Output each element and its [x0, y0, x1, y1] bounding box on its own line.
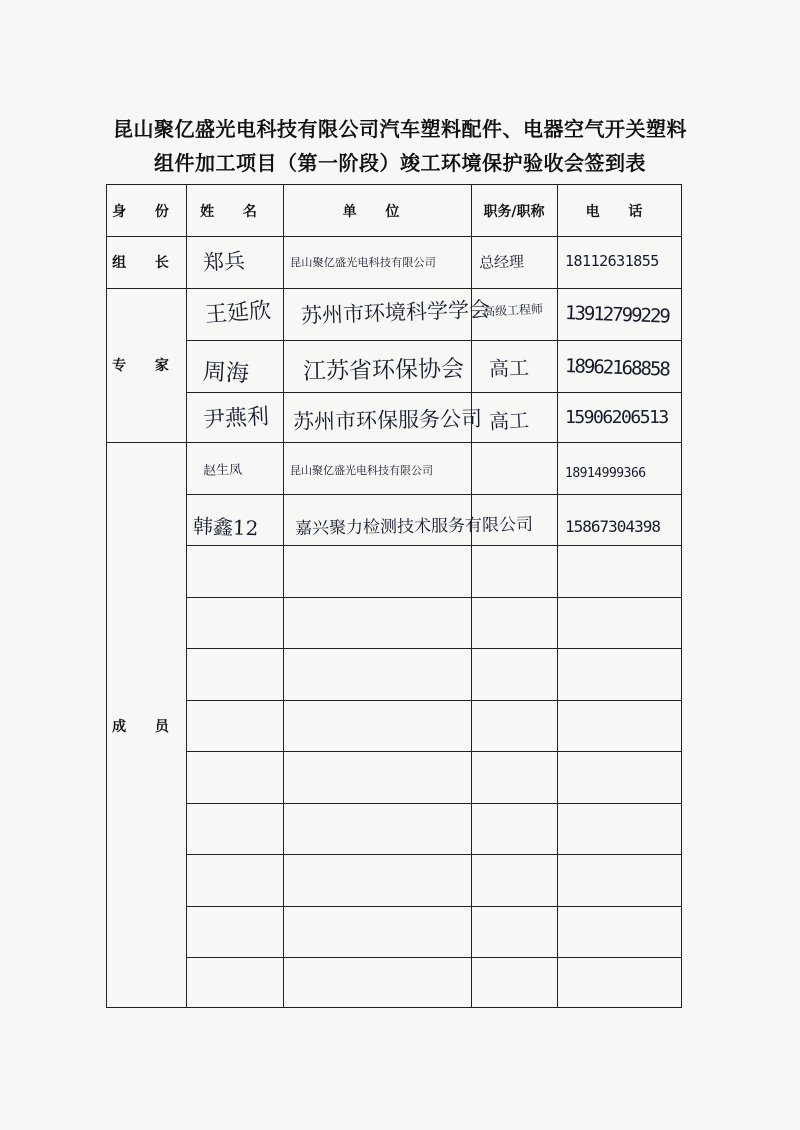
- signature-name: 王延欣: [204, 298, 272, 328]
- signature-unit: 嘉兴聚力检测技术服务有限公司: [294, 514, 534, 539]
- signature-unit: 苏州市环境科学学会: [300, 297, 491, 328]
- title-line-2: 组件加工项目（第一阶段）竣工环境保护验收会签到表: [154, 151, 646, 175]
- table-row-divider: [186, 803, 681, 804]
- table-row-divider: [107, 236, 681, 237]
- table-row-divider: [186, 340, 681, 341]
- signature-unit: 江苏省环保协会: [302, 356, 465, 385]
- signature-unit: 昆山聚亿盛光电科技有限公司: [290, 464, 433, 477]
- sign-in-table: [106, 184, 682, 1008]
- signature-phone: 18914999366: [565, 466, 646, 481]
- table-row-divider: [186, 494, 681, 495]
- table-col-divider: [557, 185, 558, 1007]
- header-phone: 电 话: [585, 203, 655, 220]
- signature-unit: 苏州市环保服务公司: [292, 406, 483, 434]
- page-title: [0, 112, 800, 180]
- header-unit: 单 位: [342, 203, 412, 220]
- signature-name: 周海: [202, 359, 250, 388]
- section-leader: 组 长: [112, 255, 181, 271]
- table-row-divider: [186, 854, 681, 855]
- signature-name: 尹燕利: [202, 404, 270, 433]
- signature-phone: 18112631855: [565, 252, 659, 270]
- table-row-divider: [186, 597, 681, 598]
- title-line-1: 昆山聚亿盛光电科技有限公司汽车塑料配件、电器空气开关塑料: [113, 117, 687, 141]
- signature-position: 高工: [488, 355, 530, 381]
- signature-phone: 13912799229: [564, 302, 670, 328]
- table-row-divider: [186, 957, 681, 958]
- table-row-divider: [107, 442, 681, 443]
- signature-name: 郑兵: [202, 248, 246, 275]
- table-row-divider: [186, 545, 681, 546]
- header-role: 身 份: [112, 203, 181, 220]
- signature-phone: 15906206513: [565, 407, 668, 428]
- signature-name: 韩鑫12: [192, 514, 259, 541]
- table-col-divider: [186, 185, 187, 1007]
- table-row-divider: [107, 288, 681, 289]
- section-experts: 专 家: [112, 358, 181, 374]
- signature-name: 赵生凤: [202, 462, 243, 479]
- header-position: 职务/职称: [483, 203, 545, 220]
- section-members: 成 员: [112, 718, 181, 735]
- signature-phone: 15867304398: [565, 517, 660, 536]
- signature-position: 总经理: [478, 252, 525, 272]
- table-row-divider: [186, 648, 681, 649]
- table-row-divider: [186, 700, 681, 701]
- signature-position: 高级工程师: [482, 301, 544, 319]
- table-row-divider: [186, 906, 681, 907]
- header-name: 姓 名: [200, 203, 269, 220]
- signature-position: 高工: [488, 407, 530, 434]
- table-row-divider: [186, 751, 681, 752]
- table-col-divider: [283, 185, 284, 1007]
- signature-phone: 18962168858: [564, 355, 670, 381]
- signature-unit: 昆山聚亿盛光电科技有限公司: [290, 256, 436, 269]
- table-row-divider: [186, 392, 681, 393]
